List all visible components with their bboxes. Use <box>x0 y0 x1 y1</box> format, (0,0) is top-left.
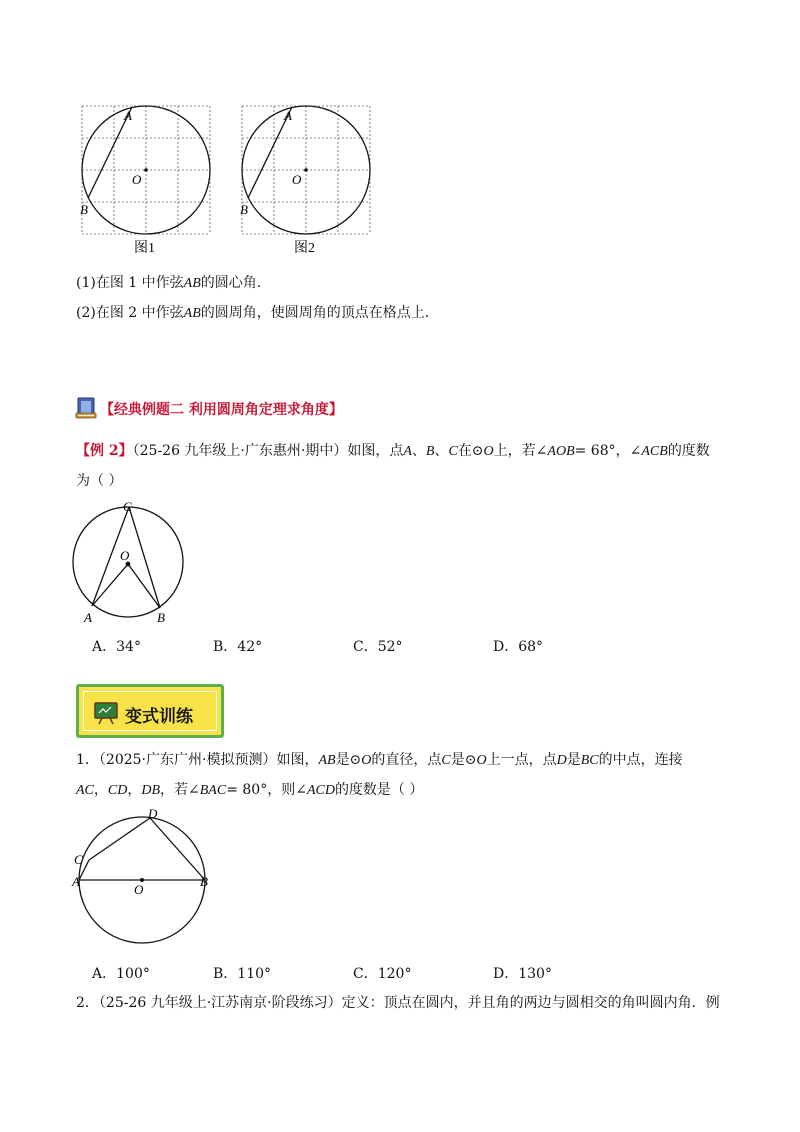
point-d: D <box>556 753 567 768</box>
choice-value: 68° <box>518 639 544 655</box>
figure-2 <box>236 100 376 260</box>
task-2-suffix: 的圆周角，使圆周角的顶点在格点上. <box>200 305 430 321</box>
circle-o-name: O <box>483 444 494 459</box>
text: 上一点，点 <box>486 752 557 768</box>
choice-letter: A． <box>92 639 117 655</box>
label-c: C <box>74 852 83 867</box>
equation-text: = 68°，∠ <box>574 443 642 459</box>
text: 是⊙ <box>335 752 362 768</box>
circle-o-name: O <box>476 753 487 768</box>
segment-ab: AB <box>318 753 336 768</box>
point-b: B <box>425 444 435 459</box>
caption-figure-1: 图1 <box>134 241 155 256</box>
example-2-source: （25-26 九年级上·广东惠州·期中）如图，点 <box>132 443 404 459</box>
choice-letter: C． <box>353 639 378 655</box>
task-2-prefix: (2)在图 2 中作弦 <box>76 305 184 321</box>
task-1-math: AB <box>183 276 201 291</box>
separator: ， <box>127 782 142 798</box>
example-2-choice-a[interactable] <box>92 636 141 656</box>
text: 的直径，点 <box>371 752 442 768</box>
question-number: 1． <box>76 752 99 768</box>
example-2-line-2: 为（ ） <box>76 473 123 489</box>
center-point <box>144 168 148 172</box>
segment-bc: BC <box>580 753 599 768</box>
figure-1 <box>76 100 216 260</box>
in-circle-text: 在⊙ <box>457 443 484 459</box>
label-a: A <box>124 108 132 123</box>
condition-text: 上，若∠ <box>493 443 548 459</box>
label-d: D <box>148 806 158 821</box>
task-1 <box>76 273 261 294</box>
task-1-suffix: 的圆心角. <box>200 275 262 291</box>
choice-letter: D． <box>493 966 519 982</box>
point-c: C <box>441 753 451 768</box>
example-2-line-1 <box>76 441 710 462</box>
segment-ob <box>128 564 160 608</box>
condition-text: ，若∠ <box>160 782 200 798</box>
label-b: B <box>80 202 88 217</box>
label-b: B <box>200 874 208 889</box>
angle-aob: AOB <box>547 444 575 459</box>
label-a: A <box>84 610 92 625</box>
text: 是 <box>566 752 581 768</box>
text: 是⊙ <box>450 752 477 768</box>
segment-oa <box>92 564 128 606</box>
separator: 、 <box>411 443 426 459</box>
question-tail: 的度数是（ ） <box>334 782 424 798</box>
choice-value: 42° <box>237 639 263 655</box>
practice-banner <box>76 684 224 738</box>
choice-value: 34° <box>116 639 141 655</box>
blackboard-icon <box>93 701 119 725</box>
question-source: （2025·广东广州·模拟预测）如图， <box>98 752 319 768</box>
segment-cd: CD <box>107 783 128 798</box>
label-a: A <box>72 874 80 889</box>
example-2-choice-c[interactable] <box>353 636 403 656</box>
separator: ， <box>93 782 108 798</box>
choice-letter: A． <box>92 966 117 982</box>
choice-letter: B． <box>213 639 238 655</box>
angle-acd: ACD <box>306 783 335 798</box>
choice-letter: B． <box>213 966 238 982</box>
label-b: B <box>240 202 248 217</box>
point-c: C <box>448 444 458 459</box>
practice-banner-label: 变式训练 <box>125 707 193 727</box>
question-1-choice-c[interactable] <box>353 963 411 983</box>
center-point <box>304 168 308 172</box>
angle-acb: ACB <box>641 444 668 459</box>
choice-letter: D． <box>493 639 519 655</box>
label-c: C <box>123 499 132 514</box>
separator: 、 <box>434 443 449 459</box>
question-text: （25-26 九年级上·江苏南京·阶段练习）定义：顶点在圆内，并且角的两边与圆相交的角叫圆内角．例 <box>98 995 720 1011</box>
circle-o-name: O <box>361 753 372 768</box>
segment-cb <box>129 507 160 608</box>
task-1-prefix: (1)在图 1 中作弦 <box>76 275 184 291</box>
question-1-line-1 <box>76 750 683 771</box>
choice-value: 110° <box>237 966 272 982</box>
question-1-choice-b[interactable] <box>213 963 271 983</box>
example-2-tag: 【例 2】 <box>76 443 133 459</box>
point-a: A <box>403 444 412 459</box>
choice-value: 100° <box>116 966 150 982</box>
question-2-line-1 <box>76 993 720 1013</box>
caption-figure-2: 图2 <box>294 241 315 256</box>
segment-db: DB <box>141 783 161 798</box>
label-o: O <box>132 172 142 187</box>
question-1-line-2 <box>76 780 423 801</box>
segment-ac: AC <box>76 783 94 798</box>
label-o: O <box>120 548 130 563</box>
choice-value: 52° <box>377 639 403 655</box>
angle-bac: BAC <box>199 783 227 798</box>
question-1-choice-a[interactable] <box>92 963 150 983</box>
example-2-choice-d[interactable] <box>493 636 543 656</box>
example-2-choice-b[interactable] <box>213 636 262 656</box>
task-2 <box>76 303 429 324</box>
section-title: 【经典例题二 利用圆周角定理求角度】 <box>100 402 343 418</box>
label-o: O <box>292 172 302 187</box>
equation-text: = 80°，则∠ <box>226 782 307 798</box>
example-2-figure <box>66 498 190 626</box>
question-1-choice-d[interactable] <box>493 963 552 983</box>
choice-value: 130° <box>518 966 552 982</box>
label-o: O <box>134 882 144 897</box>
choice-letter: C． <box>353 966 378 982</box>
task-2-math: AB <box>183 306 201 321</box>
label-b: B <box>157 610 165 625</box>
text: 的中点，连接 <box>598 752 683 768</box>
question-number: 2． <box>76 995 99 1011</box>
book-icon <box>74 395 100 421</box>
question-1-figure <box>70 806 220 956</box>
segment-cd <box>89 818 150 860</box>
choice-value: 120° <box>377 966 412 982</box>
question-tail: 的度数 <box>667 443 710 459</box>
label-a: A <box>284 108 292 123</box>
